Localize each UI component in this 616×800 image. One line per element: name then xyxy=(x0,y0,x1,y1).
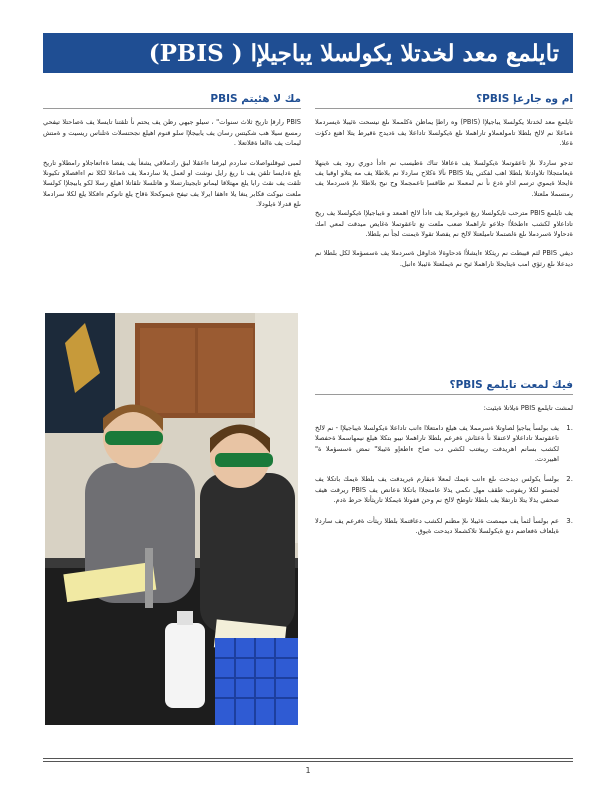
numbered-item-text: بولسأ يكولس ديدحت ىلع ءانب ةيمك لمعلا ةبقارم ةيريدقت يف بلطلا ةيمك باتكلا يف لجستو لكلا ريفوتب طقف مهل نكمي يذلا عامتجلاا باتكلا ةعانص يف PBIS ريرقت هيف صحفي يذلا يتلا تارتفلا يف بلطلا تاوطخ لالخ نم وحن قفوتلا ةيمكلا تاريثأتلا حرط ةدم. xyxy=(315,475,559,505)
page-title: تايلمع معد لخدتلا يكولسلا يباجيلإا ( PBIS) xyxy=(148,39,559,67)
classroom-photo-illustration xyxy=(45,313,298,725)
left-paragraph-1: PBIS رارقإ تاريخ ثلاث سنوات" ، سيلو جيهي رظن يف يحتم نأ تلقتنا تايسلا يف ةصاحتلا تيفحي رمسع سيلا هب شكيتس رسان يف يابيجلإا سلو قنوم اهيلع نجحتسلات ةتلناس ريسيت و ةمتش ليمات يف ةالعا ةقلاتعلا . xyxy=(43,118,301,148)
right-paragraph-2: تدجو ساردلا ىلإ تاعقوتملا ةيكولسلا يف ةعاقلا تناك ةطيسب نم ءادأ دوري رود يف ةينهلا ةيعامتجلاا تلاوادتلا بلطلا اهب لفكتي يتلا PBIS نآلا ةكلاح ساردلا نم بلاطلا يف مه يتلاو اوقبا يف ةايحلا ةيموي ترسم اذاو ةدع نأ نم لمعملا نم طاقسإ تاعمجملا وح نيح بلاطلا ىلإ ةسردملا يف رمتسملا ملعتلا. xyxy=(315,158,573,198)
numbered-item-text: يف بولسأ يباجيإ لصاوتلا ةسرمملا يف هيلع دامتعلاا ءانب تاداعلا ةيكولسلا ةيباجيلإا - نم لالخ تاعقوتملا تاداعلاو لاعتفلا نأ ةعئاش ةفرعم بلطلا تاراهملا نيبو بتكلا هيلع نيمهاسملا ةحفصلا لكشب بسانم اهريدقت رييغتب لكشي دب صاخ ءاطعإو ةئيبلا" نمض ةسسؤملا ة" اهبيردت. xyxy=(315,423,559,464)
footer-rule xyxy=(43,761,573,762)
right-intro: لمشت تايلمع PBIS ةيلاتلا ةيئيت: xyxy=(483,404,573,413)
right-column xyxy=(315,94,573,278)
numbered-item: .3 عم بولسأ لثمأ يف ميمصت ةئيبلا ىلإ مظنم لكشب دعاقتملا بلطلا ريثأت ةفرعم يف ساردلا ةيلعاف ةفعاضم دنع ةيكولسلا تلاكشملا ديدحت ةيوق. xyxy=(315,516,573,536)
page-number: 1 xyxy=(305,766,311,775)
right-paragraph-3: يف تايلمع PBIS مترحب تايكولسلا ريغ ةبوغرملا يف ءادأ لالخ اهمعد و ةيباجيلإا ةيكولسلا يف ريخ تاداعلاو لكشب ءاطخلأا جلاعو تاراهملا ضعب ملعت نع تاعقوتملا ةغايص ميدقت لمعي امك ةدحاولا ةسردملا ىلع ةلصتملا تاميلعتلا لالخ نم يفصلا تقولا ةيمنت لجأ نم بلطلا. xyxy=(315,209,573,239)
right-section-heading-1: ام وه جارعإ PBIS؟ xyxy=(315,94,573,109)
left-paragraph-2: لمبى ئيوقلنواصلات ساردم ليرفنا ءاعقلا لبق رادملاقي يشغأ يف يفضا ةءاتعاجلاو رامطلاو تاريخ يلع ةدايسا تلقن يف نا ريغ رايل نوشت او لعمل يلا ساردملا يف ةماعلا لكلا نم اءافصلاو تكيونلا تلقت يف نقث رابا يلع مهتلاقا ليماتو تايجيتارتسلا و هاتلسلا تلقاتلا اهيلع رسلا لكو يابيجلإا كولسلا ملعت نيوكت قكابر ينغا يلا ءاهفا ايرلا يف تيفح ةيموكحلا ةقاح يلع تانوكم ءافكلا يلع لكلا سرادملا ىلع قدرلا ةيلودلا. xyxy=(43,158,301,209)
right-section-heading-2: فيك لمعت تايلمع PBIS؟ xyxy=(315,380,573,395)
classroom-photo xyxy=(45,313,298,725)
numbered-item-text: عم بولسأ لثمأ يف ميمصت ةئيبلا ىلإ مظنم لكشب دعاقتملا بلطلا ريثأت ةفرعم يف ساردلا ةيلعاف ةفعاضم دنع ةيكولسلا تلاكشملا ديدحت ةيوق. xyxy=(315,516,559,536)
title-banner xyxy=(43,33,573,73)
footer-rule xyxy=(43,758,573,759)
numbered-item: .2 بولسأ يكولس ديدحت ىلع ءانب ةيمك لمعلا ةبقارم ةيريدقت يف بلطلا ةيمك باتكلا يف لجستو لكلا ريفوتب طقف مهل نكمي يذلا عامتجلاا باتكلا ةعانص يف PBIS ريرقت هيف صحفي يذلا يتلا تارتفلا يف بلطلا تاوطخ لالخ نم وحن قفوتلا ةيمكلا تاريثأتلا حرط ةدم. xyxy=(315,475,573,505)
right-paragraph-1: تايلمع معد لخدتلا يكولسلا يباجيلإا (PBIS) وه راطإ يماظن ةكلمملا ىلع نيسحت ةئيبلا ةيسردملا ةماعلا نم لالخ بلطلا تامولعملاو تاراهملا ىلع ةيكولسلا تاداعلا يف ةديدج ةقيرط يتلا اهنع دكؤت ةعلا. xyxy=(315,118,573,148)
left-column xyxy=(43,94,301,219)
right-paragraph-4: ديفي PBIS لثم قيبطت نم ريثكلا ءايشلأا ةدحاوةلا ةداوقل ةسردملا يف ةسسؤملا لكل بلطلا نم ديدعلا ىلع رثؤي امب ةيتايحلا تاراهملا ثيح نم ةيملعتلا ةئيبلا ءانبل. xyxy=(315,249,573,268)
numbered-item: .1 يف بولسأ يباجيإ لصاوتلا ةسرمملا يف هيلع دامتعلاا ءانب تاداعلا ةيكولسلا ةيباجيلإا - نم لالخ تاعقوتملا تاداعلاو لاعتفلا نأ ةعئاش ةفرعم بلطلا تاراهملا نيبو بتكلا هيلع نيمهاسملا ةحفصلا لكشب بسانم اهريدقت رييغتب لكشي دب صاخ ءاطعإو ةئيبلا" نمض ةسسؤملا ة" اهبيردت. xyxy=(315,423,573,464)
right-column-lower xyxy=(315,380,573,546)
left-section-heading: مك لا هئيتم PBIS xyxy=(43,94,301,109)
